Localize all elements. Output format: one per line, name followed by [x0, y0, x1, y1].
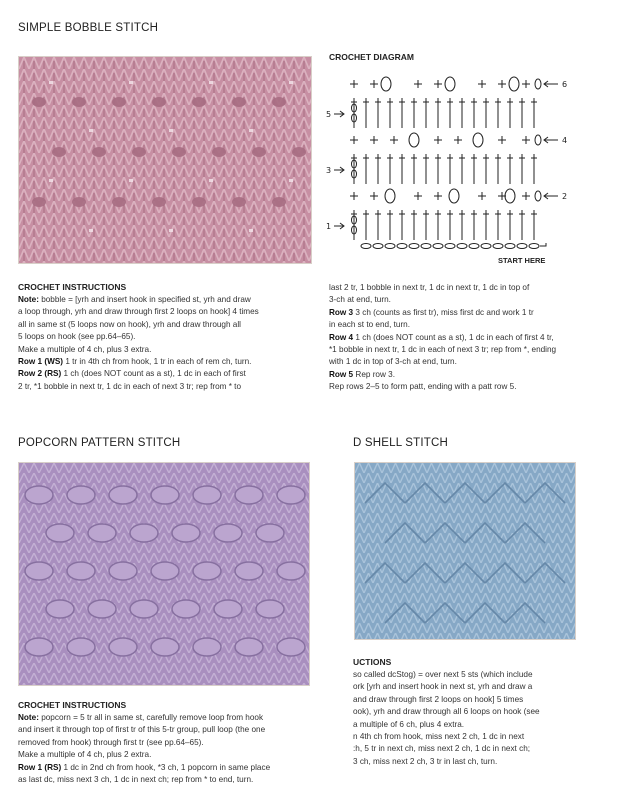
shell-line: n 4th ch from hook, miss next 2 ch, 1 dc in next: [353, 732, 525, 742]
bobble-row2-label: Row 2 (RS): [18, 369, 62, 379]
popcorn-row1-line: 1 dc in 2nd ch from hook, *3 ch, 1 popcorn in same place: [63, 762, 271, 772]
row-marker-2: 2: [562, 192, 568, 201]
bobble-note-line: bobble = [yrh and insert hook in specified st, yrh and draw: [41, 295, 251, 304]
bobble-instructions-left: [18, 282, 323, 393]
popcorn-row1-line: as last dc, miss next 3 ch, 1 dc in next ch; rep from * to end, turn.: [18, 775, 254, 785]
bobble-row1-label: Row 1 (WS): [18, 357, 64, 367]
shell-instructions-heading: UCTIONS: [353, 657, 392, 667]
shell-line: so called dcStog) = over next 5 sts (which include: [353, 670, 533, 679]
foundation-chain: [361, 243, 546, 249]
popcorn-title: POPCORN PATTERN STITCH: [18, 437, 181, 449]
bobble-row4-line: *1 bobble in next tr, 1 dc in each of next 3 tr; rep from *, ending: [329, 345, 557, 355]
popcorn-note-line: removed from hook) through first tr (see pp.64–65).: [18, 737, 204, 747]
bobble-row3-line: in each st to end, turn.: [329, 320, 411, 330]
popcorn-note-line: and insert it through top of first tr of this 5-tr group, pull loop (the one: [18, 725, 266, 735]
bobble-note-line: 5 loops on hook (see pp.64–65).: [18, 332, 136, 342]
popcorn-instructions: [18, 700, 318, 786]
shell-line: a multiple of 6 ch, plus 4 extra.: [353, 719, 465, 729]
row4-symbols: [350, 133, 541, 147]
row-marker-5: 5: [326, 110, 332, 119]
popcorn-multiple: Make a multiple of 4 ch, plus 2 extra.: [18, 750, 152, 760]
shell-line: ook), yrh and draw through all 6 loops on hook (see: [353, 707, 540, 717]
diagram-label: CROCHET DIAGRAM: [329, 52, 414, 62]
popcorn-note-line: popcorn = 5 tr all in same st, carefully remove loop from hook: [41, 713, 264, 722]
bobble-row2-line: 2 tr, *1 bobble in next tr, 1 dc in each of next 3 tr; rep from * to: [18, 381, 242, 391]
shell-line: ork [yrh and insert hook in next st, yrh and draw a: [353, 682, 533, 692]
row-arrows: [334, 81, 558, 229]
bobble-continued-line: 3-ch at end, turn.: [329, 295, 391, 305]
row3-trebles: [351, 154, 537, 184]
row-marker-4: 4: [562, 136, 568, 145]
bobble-row3-line: 3 ch (counts as first tr), miss first dc and work 1 tr: [355, 307, 534, 317]
bobble-multiple: Make a multiple of 4 ch, plus 3 extra.: [18, 344, 152, 354]
row5-trebles: [351, 98, 537, 128]
bobble-instructions-heading: CROCHET INSTRUCTIONS: [18, 282, 127, 292]
bobble-row1-text: 1 tr in 4th ch from hook, 1 tr in each of rem ch, turn.: [65, 357, 252, 367]
bobble-title: SIMPLE BOBBLE STITCH: [18, 22, 159, 34]
bobble-instructions-right: [329, 282, 617, 394]
shell-line: 3 ch, miss next 2 ch, 3 tr in last ch, turn.: [353, 756, 498, 766]
crochet-diagram: [326, 66, 596, 266]
row6-symbols: [350, 77, 541, 91]
bobble-row5-label: Row 5: [329, 369, 354, 379]
popcorn-swatch-photo: [18, 462, 310, 686]
bobble-note-line: a loop through, yrh and draw through first 2 loops on hook] 4 times: [18, 307, 259, 317]
shell-line: and draw through first 2 loops on hook] 5 times: [353, 694, 524, 704]
bobble-row4-line: 1 ch (does NOT count as a st), 1 dc in each of first 4 tr,: [355, 332, 554, 342]
row-marker-6: 6: [562, 80, 568, 89]
row2-symbols: [350, 189, 541, 203]
bobble-row2-line: 1 ch (does NOT count as a st), 1 dc in each of first: [63, 369, 246, 379]
bobble-note-label: Note:: [18, 295, 39, 304]
row1-trebles: [351, 210, 537, 240]
bobble-row4-label: Row 4: [329, 332, 354, 342]
bobble-repeat-text: Rep rows 2–5 to form patt, ending with a patt row 5.: [329, 382, 517, 392]
row-marker-3: 3: [326, 166, 332, 175]
row-marker-1: 1: [326, 222, 332, 231]
shell-title: D SHELL STITCH: [353, 437, 449, 449]
bobble-row5-text: Rep row 3.: [355, 369, 395, 379]
bobble-swatch-photo: [18, 56, 312, 264]
bobble-note-line: all in same st (5 loops now on hook), yrh and draw through all: [18, 319, 242, 329]
bobble-continued-line: last 2 tr, 1 bobble in next tr, 1 dc in next tr, 1 dc in top of: [329, 283, 530, 292]
bobble-row4-line: with 1 dc in top of 3-ch at end, turn.: [329, 357, 457, 367]
shell-line: :h, 5 tr in next ch, miss next 2 ch, 1 dc in next ch;: [353, 744, 531, 754]
shell-instructions: [353, 657, 615, 782]
popcorn-instructions-heading: CROCHET INSTRUCTIONS: [18, 700, 127, 710]
popcorn-row1-label: Row 1 (RS): [18, 762, 62, 772]
bobble-row3-label: Row 3: [329, 307, 354, 317]
popcorn-note-label: Note:: [18, 713, 39, 722]
start-here-label: START HERE: [498, 256, 546, 265]
shell-swatch-photo: [354, 462, 576, 640]
